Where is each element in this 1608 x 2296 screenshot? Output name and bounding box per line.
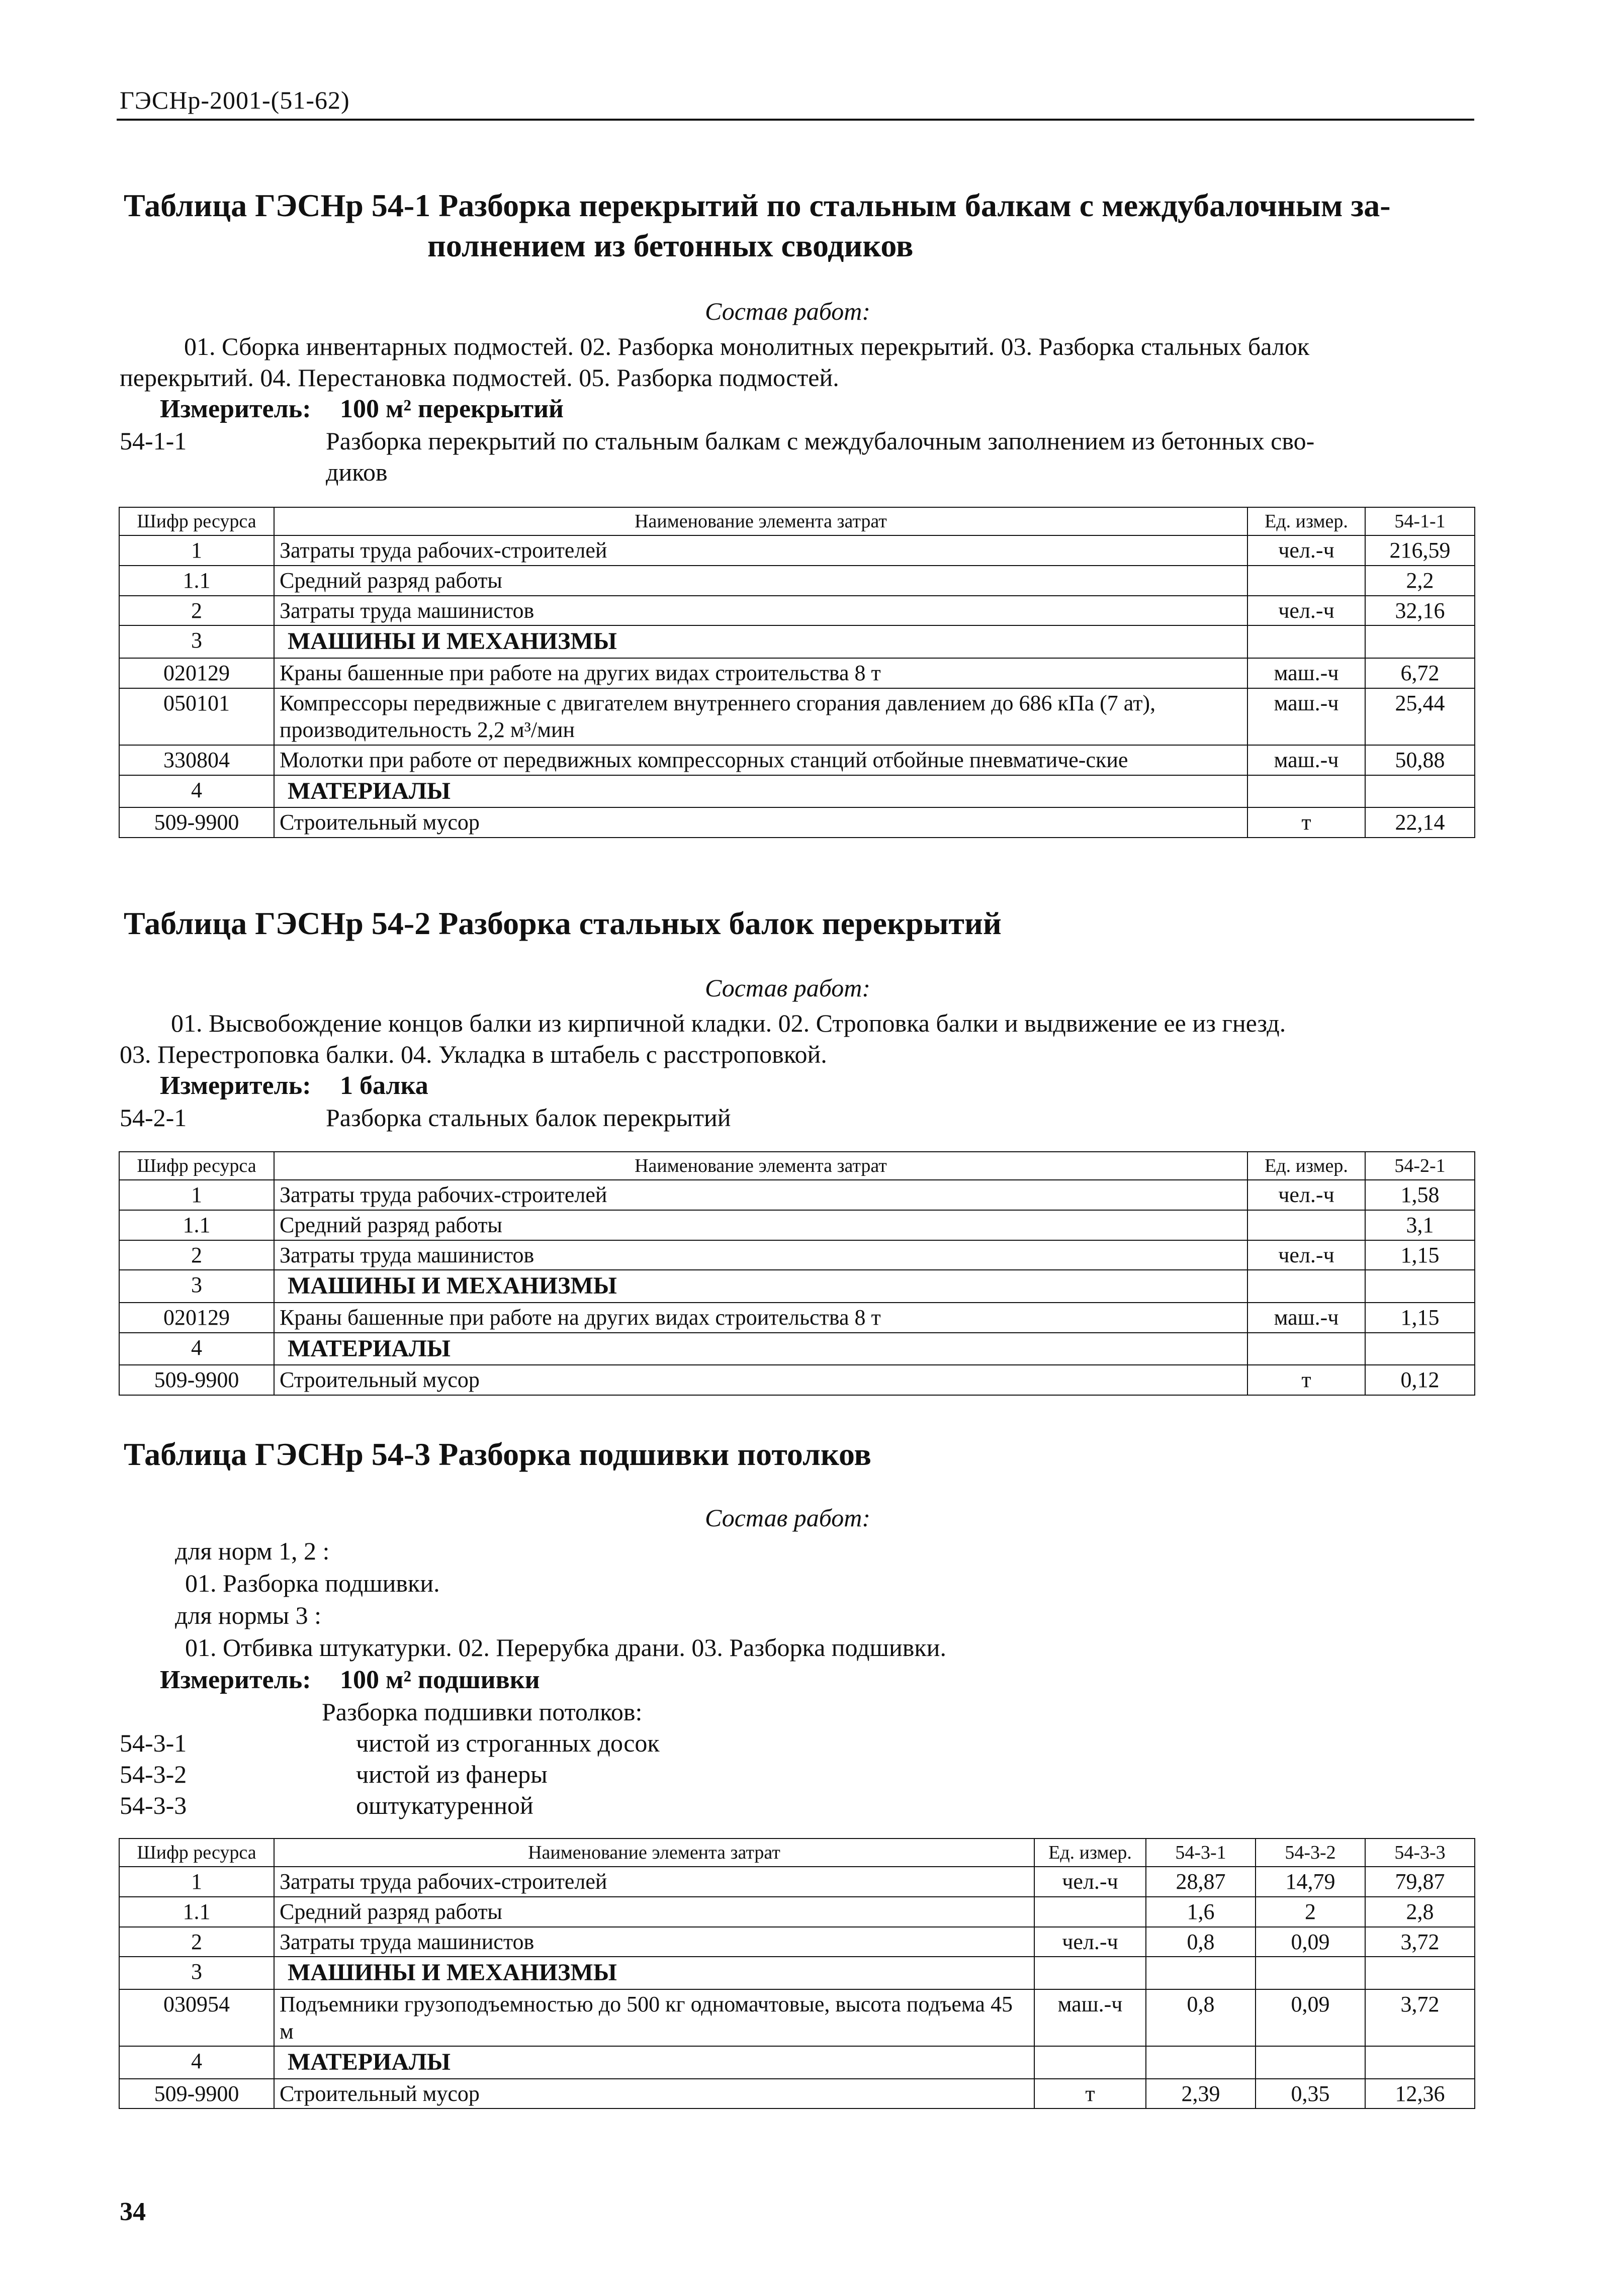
value-cell: 2,8 — [1365, 1897, 1475, 1927]
cost-element-name: Затраты труда машинистов — [274, 1927, 1034, 1957]
column-header: Ед. измер. — [1247, 1152, 1365, 1180]
unit-cell: чел.-ч — [1247, 596, 1365, 626]
section-title: МАТЕРИАЛЫ — [274, 1333, 1247, 1365]
resource-code: 509-9900 — [119, 1365, 274, 1395]
cost-element-name: Молотки при работе от передвижных компрессорных станций отбойные пневматиче-ские — [274, 745, 1247, 775]
value-cell: 2,2 — [1365, 566, 1475, 596]
table2-body — [119, 1152, 1475, 1395]
unit-cell — [1247, 775, 1365, 808]
value-cell — [1365, 2046, 1475, 2079]
value-cell: 25,44 — [1365, 688, 1475, 745]
table-row — [119, 1210, 1475, 1240]
unit-cell: маш.-ч — [1247, 745, 1365, 775]
resource-code: 3 — [119, 1270, 274, 1303]
table3-work-line2: 01. Разборка подшивки. — [185, 1569, 440, 1597]
cost-element-name: Строительный мусор — [274, 2079, 1034, 2109]
cost-element-name: Затраты труда рабочих-строителей — [274, 535, 1247, 566]
resource-code: 3 — [119, 625, 274, 658]
unit-cell — [1247, 625, 1365, 658]
value-cell: 12,36 — [1365, 2079, 1475, 2109]
column-header: 54-1-1 — [1365, 507, 1475, 535]
table-row — [119, 1989, 1475, 2046]
resource-code: 2 — [119, 596, 274, 626]
value-cell: 1,6 — [1146, 1897, 1256, 1927]
table-row — [119, 1180, 1475, 1210]
column-header: Шифр ресурса — [119, 507, 274, 535]
unit-cell: т — [1247, 1365, 1365, 1395]
value-cell: 2,39 — [1146, 2079, 1256, 2109]
unit-cell — [1034, 1897, 1146, 1927]
table-row — [119, 566, 1475, 596]
section-title: МАТЕРИАЛЫ — [274, 775, 1247, 808]
unit-cell — [1247, 1270, 1365, 1303]
table-row — [119, 658, 1475, 688]
value-cell: 3,72 — [1365, 1989, 1475, 2046]
unit-cell — [1247, 566, 1365, 596]
value-cell — [1146, 2046, 1256, 2079]
value-cell: 79,87 — [1365, 1867, 1475, 1897]
value-cell: 2 — [1256, 1897, 1365, 1927]
value-cell: 22,14 — [1365, 807, 1475, 838]
table3-title: Таблица ГЭСНр 54-3 Разборка подшивки потолков — [124, 1436, 871, 1472]
resource-code: 4 — [119, 775, 274, 808]
section-row — [119, 775, 1475, 808]
table1-title-line2: полнением из бетонных сводиков — [427, 228, 914, 263]
unit-cell: чел.-ч — [1034, 1867, 1146, 1897]
value-cell: 32,16 — [1365, 596, 1475, 626]
table1-norm-line2: диков — [326, 458, 388, 486]
table-row — [119, 745, 1475, 775]
section-row — [119, 2046, 1475, 2079]
value-cell — [1365, 1270, 1475, 1303]
resource-code: 030954 — [119, 1989, 274, 2046]
resource-code: 1.1 — [119, 1210, 274, 1240]
unit-cell: чел.-ч — [1247, 1180, 1365, 1210]
table-row — [119, 807, 1475, 838]
table-row — [119, 688, 1475, 745]
value-cell: 14,79 — [1256, 1867, 1365, 1897]
table-header-row — [119, 1152, 1475, 1180]
table-header-row — [119, 1839, 1475, 1867]
table3-measure-value: 100 м² подшивки — [340, 1666, 540, 1694]
table-header-row — [119, 507, 1475, 535]
unit-cell: маш.-ч — [1247, 658, 1365, 688]
table1-norm-code: 54-1-1 — [120, 427, 187, 455]
cost-element-name: Краны башенные при работе на других видах строительства 8 т — [274, 658, 1247, 688]
resource-code: 020129 — [119, 1303, 274, 1333]
unit-cell: маш.-ч — [1034, 1989, 1146, 2046]
unit-cell: чел.-ч — [1247, 1240, 1365, 1270]
section-title: МАШИНЫ И МЕХАНИЗМЫ — [274, 1270, 1247, 1303]
column-header: Наименование элемента затрат — [274, 507, 1247, 535]
value-cell: 0,12 — [1365, 1365, 1475, 1395]
column-header: 54-2-1 — [1365, 1152, 1475, 1180]
value-cell: 0,8 — [1146, 1989, 1256, 2046]
resource-code: 4 — [119, 2046, 274, 2079]
value-cell: 0,09 — [1256, 1989, 1365, 2046]
unit-cell — [1247, 1333, 1365, 1365]
table1-measure-value: 100 м² перекрытий — [340, 395, 564, 423]
table1-norm-line1: Разборка перекрытий по стальным балкам с междубалочным заполнением из бетонных сво- — [326, 427, 1315, 455]
value-cell — [1256, 2046, 1365, 2079]
table-row — [119, 1303, 1475, 1333]
column-header: Шифр ресурса — [119, 1152, 274, 1180]
value-cell: 3,72 — [1365, 1927, 1475, 1957]
table-row — [119, 1365, 1475, 1395]
table3-norm-name: чистой из строганных досок — [356, 1729, 660, 1757]
cost-element-name: Подъемники грузоподъемностью до 500 кг одномачтовые, высота подъема 45 м — [274, 1989, 1034, 2046]
table-row — [119, 535, 1475, 566]
table1-resources — [119, 507, 1475, 838]
table3-resources — [119, 1838, 1475, 2109]
unit-cell: чел.-ч — [1247, 535, 1365, 566]
value-cell: 6,72 — [1365, 658, 1475, 688]
section-row — [119, 1957, 1475, 1989]
table1-title-line1: Таблица ГЭСНр 54-1 Разборка перекрытий по стальным балкам с междубалочным за- — [124, 188, 1391, 223]
section-title: МАШИНЫ И МЕХАНИЗМЫ — [274, 1957, 1034, 1989]
unit-cell — [1034, 1957, 1146, 1989]
table3-norm-code: 54-3-3 — [120, 1791, 187, 1819]
value-cell: 50,88 — [1365, 745, 1475, 775]
table1-work-heading: Состав работ: — [705, 297, 871, 325]
unit-cell: маш.-ч — [1247, 688, 1365, 745]
table3-norm-code: 54-3-2 — [120, 1760, 187, 1788]
table-row — [119, 1897, 1475, 1927]
value-cell — [1365, 1957, 1475, 1989]
value-cell: 0,8 — [1146, 1927, 1256, 1957]
value-cell: 1,58 — [1365, 1180, 1475, 1210]
table3-norm-group: Разборка подшивки потолков: — [322, 1698, 643, 1726]
section-row — [119, 1270, 1475, 1303]
value-cell — [1365, 1333, 1475, 1365]
section-row — [119, 1333, 1475, 1365]
table2-work-heading: Состав работ: — [705, 974, 871, 1002]
cost-element-name: Затраты труда рабочих-строителей — [274, 1867, 1034, 1897]
table2-title: Таблица ГЭСНр 54-2 Разборка стальных балок перекрытий — [124, 905, 1002, 941]
column-header: Наименование элемента затрат — [274, 1152, 1247, 1180]
resource-code: 1.1 — [119, 1897, 274, 1927]
table2-measure-value: 1 балка — [340, 1071, 428, 1100]
header-rule — [117, 119, 1474, 121]
page-number: 34 — [120, 2197, 146, 2226]
resource-code: 1 — [119, 535, 274, 566]
table-row — [119, 1927, 1475, 1957]
unit-cell: чел.-ч — [1034, 1927, 1146, 1957]
cost-element-name: Средний разряд работы — [274, 1897, 1034, 1927]
cost-element-name: Затраты труда машинистов — [274, 1240, 1247, 1270]
column-header: Ед. измер. — [1247, 507, 1365, 535]
resource-code: 050101 — [119, 688, 274, 745]
section-title: МАТЕРИАЛЫ — [274, 2046, 1034, 2079]
table2-norm-code: 54-2-1 — [120, 1104, 187, 1132]
section-row — [119, 625, 1475, 658]
value-cell — [1256, 1957, 1365, 1989]
cost-element-name: Затраты труда рабочих-строителей — [274, 1180, 1247, 1210]
table-row — [119, 596, 1475, 626]
table3-norm-name: чистой из фанеры — [356, 1760, 548, 1788]
resource-code: 330804 — [119, 745, 274, 775]
cost-element-name: Затраты труда машинистов — [274, 596, 1247, 626]
resource-code: 509-9900 — [119, 807, 274, 838]
column-header: Ед. измер. — [1034, 1839, 1146, 1867]
resource-code: 509-9900 — [119, 2079, 274, 2109]
table2-work-line1: 01. Высвобождение концов балки из кирпичной кладки. 02. Строповка балки и выдвижение ее из гнезд. — [171, 1009, 1286, 1037]
table3-work-line1: для норм 1, 2 : — [175, 1537, 330, 1565]
unit-cell: маш.-ч — [1247, 1303, 1365, 1333]
table1-work-line2: перекрытий. 04. Перестановка подмостей. 05. Разборка подмостей. — [120, 363, 839, 392]
resource-code: 1.1 — [119, 566, 274, 596]
resource-code: 2 — [119, 1927, 274, 1957]
table-row — [119, 2079, 1475, 2109]
value-cell: 1,15 — [1365, 1303, 1475, 1333]
cost-element-name: Средний разряд работы — [274, 1210, 1247, 1240]
resource-code: 2 — [119, 1240, 274, 1270]
unit-cell: т — [1034, 2079, 1146, 2109]
value-cell — [1365, 775, 1475, 808]
table3-norm-code: 54-3-1 — [120, 1729, 187, 1757]
table3-work-line4: 01. Отбивка штукатурки. 02. Перерубка драни. 03. Разборка подшивки. — [185, 1633, 946, 1662]
table3-work-line3: для нормы 3 : — [175, 1601, 322, 1629]
table-row — [119, 1240, 1475, 1270]
cost-element-name: Строительный мусор — [274, 1365, 1247, 1395]
unit-cell — [1247, 1210, 1365, 1240]
table2-measure-label: Измеритель: — [160, 1071, 311, 1100]
table2-work-line2: 03. Перестроповка балки. 04. Укладка в штабель с расстроповкой. — [120, 1040, 827, 1068]
table3-measure-label: Измеритель: — [160, 1666, 311, 1694]
value-cell — [1365, 625, 1475, 658]
table3-body — [119, 1839, 1475, 2108]
cost-element-name: Средний разряд работы — [274, 566, 1247, 596]
table1-work-line1: 01. Сборка инвентарных подмостей. 02. Разборка монолитных перекрытий. 03. Разборка стальных балок — [184, 332, 1310, 360]
unit-cell — [1034, 2046, 1146, 2079]
cost-element-name: Строительный мусор — [274, 807, 1247, 838]
document-code: ГЭСНр-2001-(51-62) — [120, 86, 350, 114]
column-header: Шифр ресурса — [119, 1839, 274, 1867]
resource-code: 020129 — [119, 658, 274, 688]
table1-body — [119, 507, 1475, 838]
value-cell — [1146, 1957, 1256, 1989]
table-row — [119, 1867, 1475, 1897]
table2-norm-line1: Разборка стальных балок перекрытий — [326, 1104, 731, 1132]
resource-code: 1 — [119, 1867, 274, 1897]
column-header: 54-3-1 — [1146, 1839, 1256, 1867]
resource-code: 4 — [119, 1333, 274, 1365]
unit-cell: т — [1247, 807, 1365, 838]
value-cell: 0,35 — [1256, 2079, 1365, 2109]
resource-code: 3 — [119, 1957, 274, 1989]
column-header: 54-3-3 — [1365, 1839, 1475, 1867]
value-cell: 1,15 — [1365, 1240, 1475, 1270]
value-cell: 216,59 — [1365, 535, 1475, 566]
table1-measure-label: Измеритель: — [160, 395, 311, 423]
table3-work-heading: Состав работ: — [705, 1504, 871, 1532]
table2-resources — [119, 1151, 1475, 1396]
cost-element-name: Краны башенные при работе на других видах строительства 8 т — [274, 1303, 1247, 1333]
section-title: МАШИНЫ И МЕХАНИЗМЫ — [274, 625, 1247, 658]
cost-element-name: Компрессоры передвижные с двигателем внутреннего сгорания давлением до 686 кПа (7 ат), производительность 2,2 м³/мин — [274, 688, 1247, 745]
value-cell: 3,1 — [1365, 1210, 1475, 1240]
column-header: 54-3-2 — [1256, 1839, 1365, 1867]
resource-code: 1 — [119, 1180, 274, 1210]
column-header: Наименование элемента затрат — [274, 1839, 1034, 1867]
value-cell: 0,09 — [1256, 1927, 1365, 1957]
value-cell: 28,87 — [1146, 1867, 1256, 1897]
table3-norm-name: оштукатуренной — [356, 1791, 533, 1819]
